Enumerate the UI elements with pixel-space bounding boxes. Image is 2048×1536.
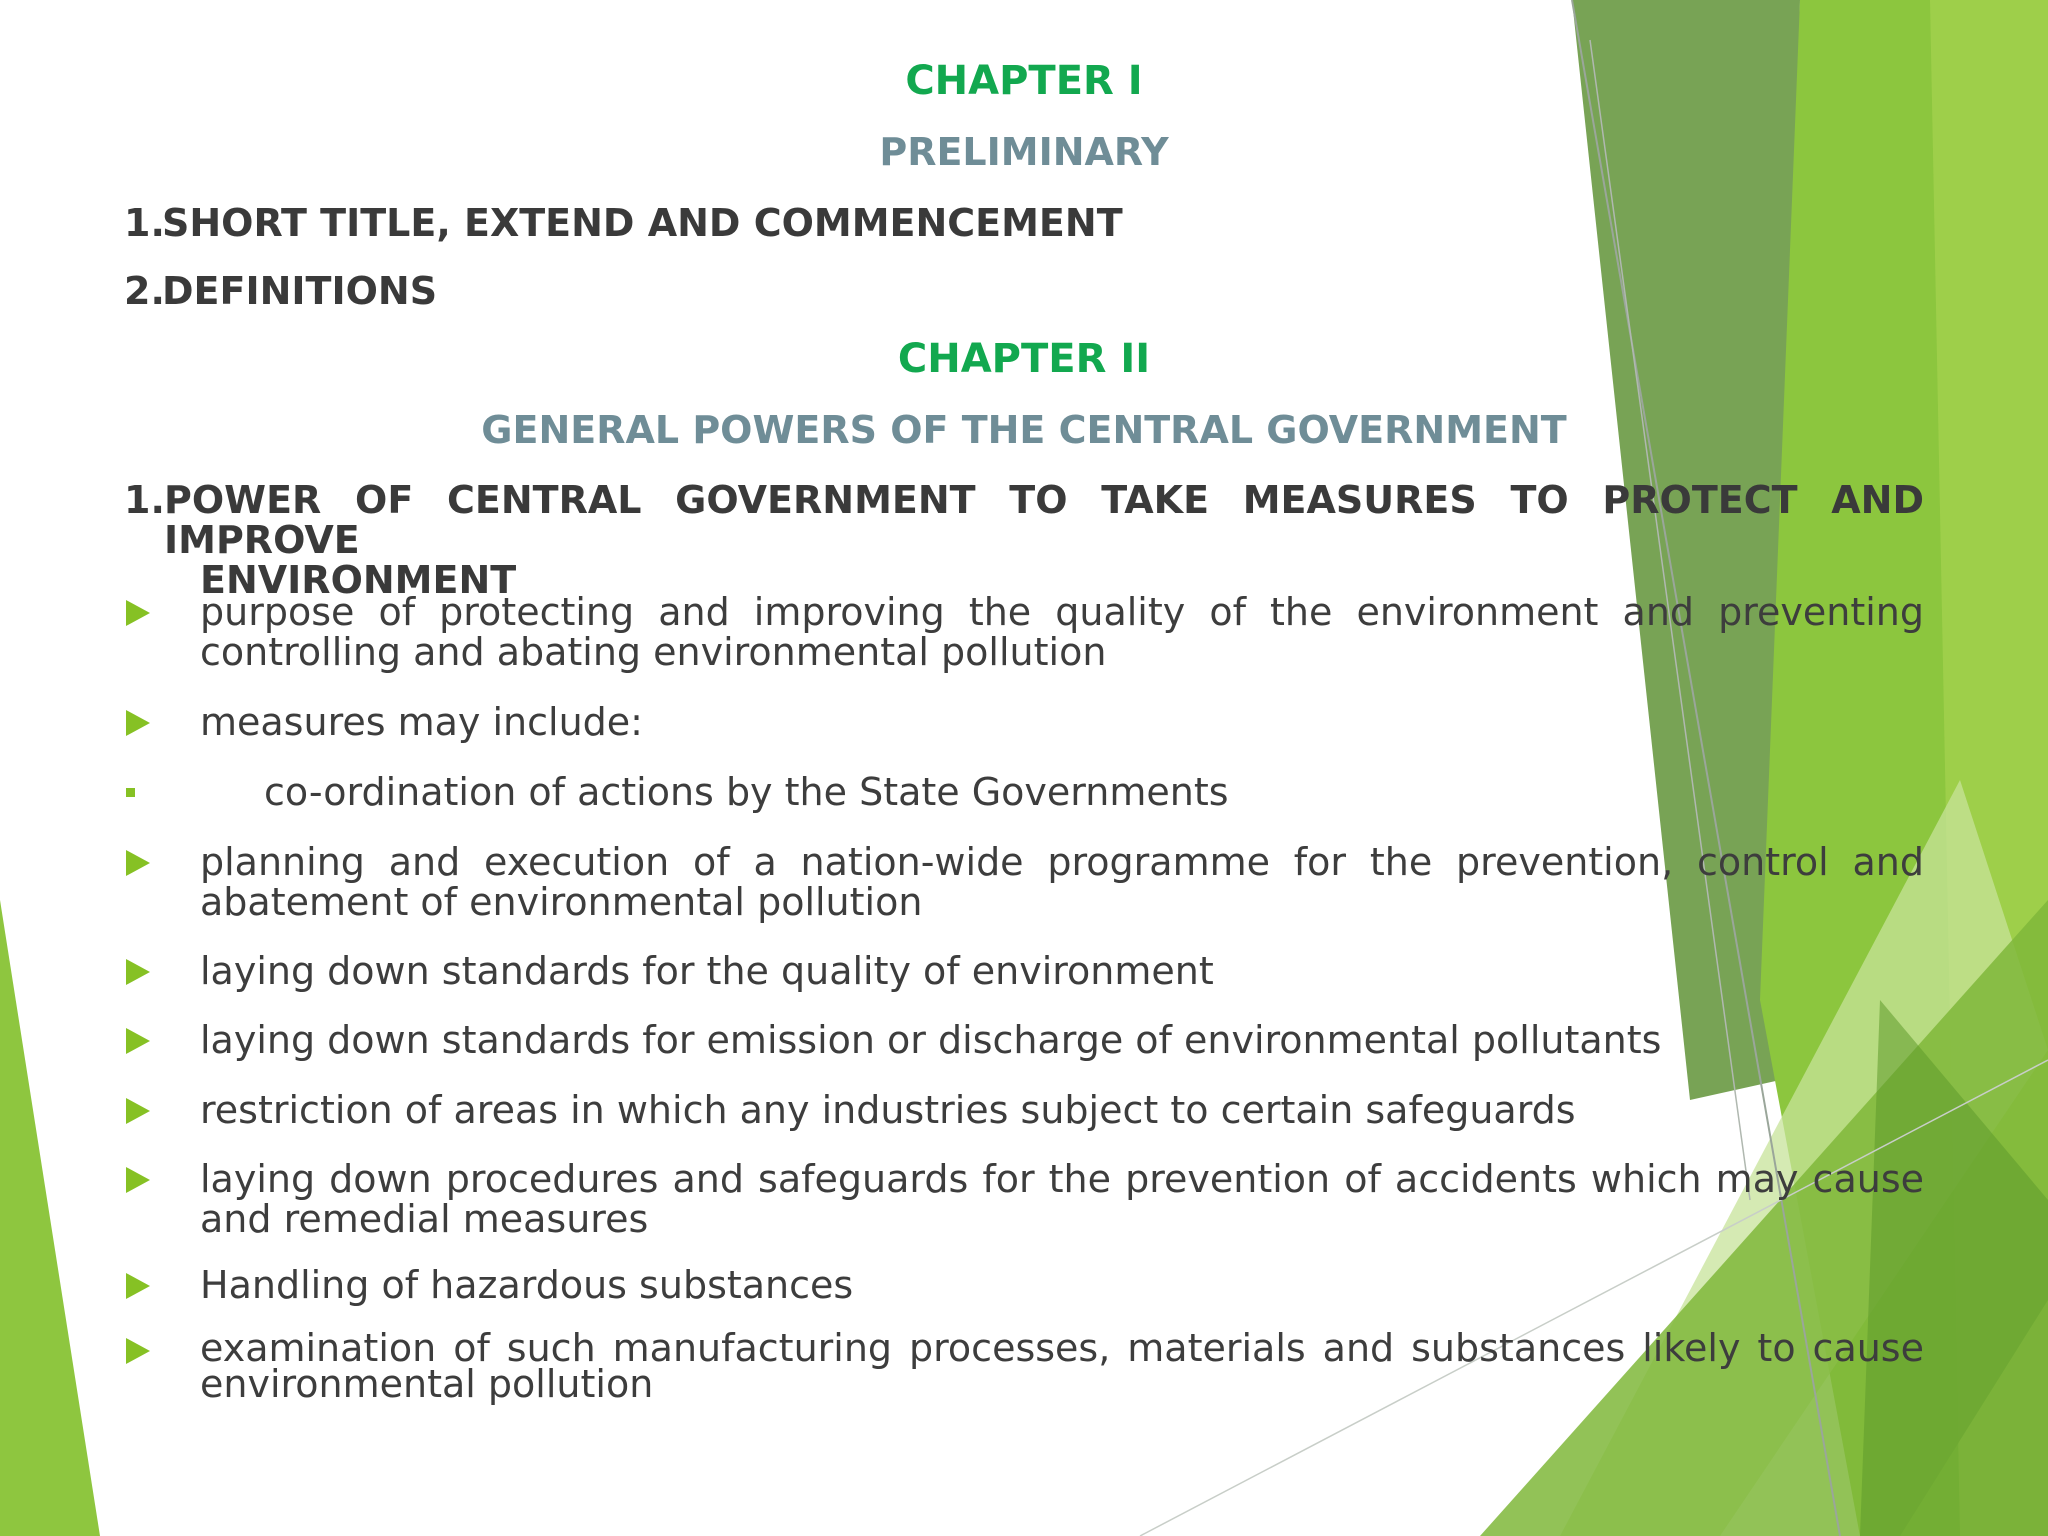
sub-bullet-item (124, 772, 1924, 812)
bullet-text (124, 842, 1924, 922)
section-number: 1. (124, 201, 165, 245)
bullet-item (124, 1265, 1924, 1305)
bullet-text: Handling of hazardous substances (200, 1263, 854, 1307)
bullet-text: laying down standards for emission or discharge of environmental pollutants (200, 1018, 1662, 1062)
section-short-title (124, 202, 1924, 244)
chapter-1-subtitle: PRELIMINARY (879, 130, 1169, 174)
triangle-right-icon (126, 850, 150, 876)
bullet-text (124, 1326, 1924, 1406)
bullet-item (124, 1020, 1924, 1060)
triangle-right-icon (126, 1167, 150, 1193)
section-number: 1. (124, 478, 165, 522)
bullet-item (124, 951, 1924, 991)
chapter-2-subtitle: GENERAL POWERS OF THE CENTRAL GOVERNMENT (481, 408, 1567, 452)
bullet-item (124, 842, 1924, 922)
bullet-text (124, 592, 1924, 672)
bullet-text: restriction of areas in which any industries subject to certain safeguards (200, 1088, 1576, 1132)
bullet-text-line-1: planning and execution of a nation-wide programme for the prevention, control and (200, 840, 1924, 884)
triangle-right-icon (126, 600, 150, 626)
triangle-right-icon (126, 1098, 150, 1124)
bullet-text-line-2: and remedial measures (200, 1197, 649, 1241)
bullet-text: co-ordination of actions by the State Governments (264, 770, 1229, 814)
section-text: DEFINITIONS (162, 269, 438, 313)
bullet-item (124, 1159, 1924, 1239)
triangle-right-icon (126, 710, 150, 736)
bullet-text-line-1: examination of such manufacturing processes, materials and substances likely to cause (200, 1326, 1924, 1370)
bullet-item (124, 1090, 1924, 1130)
section-definitions (124, 270, 1924, 312)
small-square-icon (126, 788, 135, 797)
triangle-right-icon (126, 1028, 150, 1054)
bullet-text-line-2: controlling and abating environmental pollution (200, 630, 1107, 674)
chapter-1-title: CHAPTER I (905, 58, 1143, 104)
bullet-text-line-1: laying down procedures and safeguards for the prevention of accidents which may cause (200, 1157, 1924, 1201)
triangle-right-icon (126, 959, 150, 985)
bullet-text-line-2: abatement of environmental pollution (200, 880, 923, 924)
bullet-item (124, 702, 1924, 742)
section-number: 2. (124, 269, 165, 313)
bullet-item (124, 1326, 1924, 1406)
bullet-text-line-2: environmental pollution (200, 1362, 654, 1406)
section-text-line-1: POWER OF CENTRAL GOVERNMENT TO TAKE MEASURES TO PROTECT AND IMPROVE (164, 478, 1924, 562)
bullet-text (124, 1159, 1924, 1239)
section-text-line-2: ENVIRONMENT (200, 558, 517, 602)
bullet-item (124, 592, 1924, 672)
triangle-right-icon (126, 1338, 150, 1364)
chapter-2-title: CHAPTER II (897, 336, 1151, 382)
section-text (124, 480, 1924, 600)
section-power-of-central-government (124, 480, 1924, 600)
bullet-text: measures may include: (200, 700, 643, 744)
bullet-text: laying down standards for the quality of environment (200, 949, 1214, 993)
triangle-right-icon (126, 1273, 150, 1299)
section-text: SHORT TITLE, EXTEND AND COMMENCEMENT (162, 201, 1123, 245)
bullet-text-line-1: purpose of protecting and improving the quality of the environment and preventing (200, 590, 1924, 634)
